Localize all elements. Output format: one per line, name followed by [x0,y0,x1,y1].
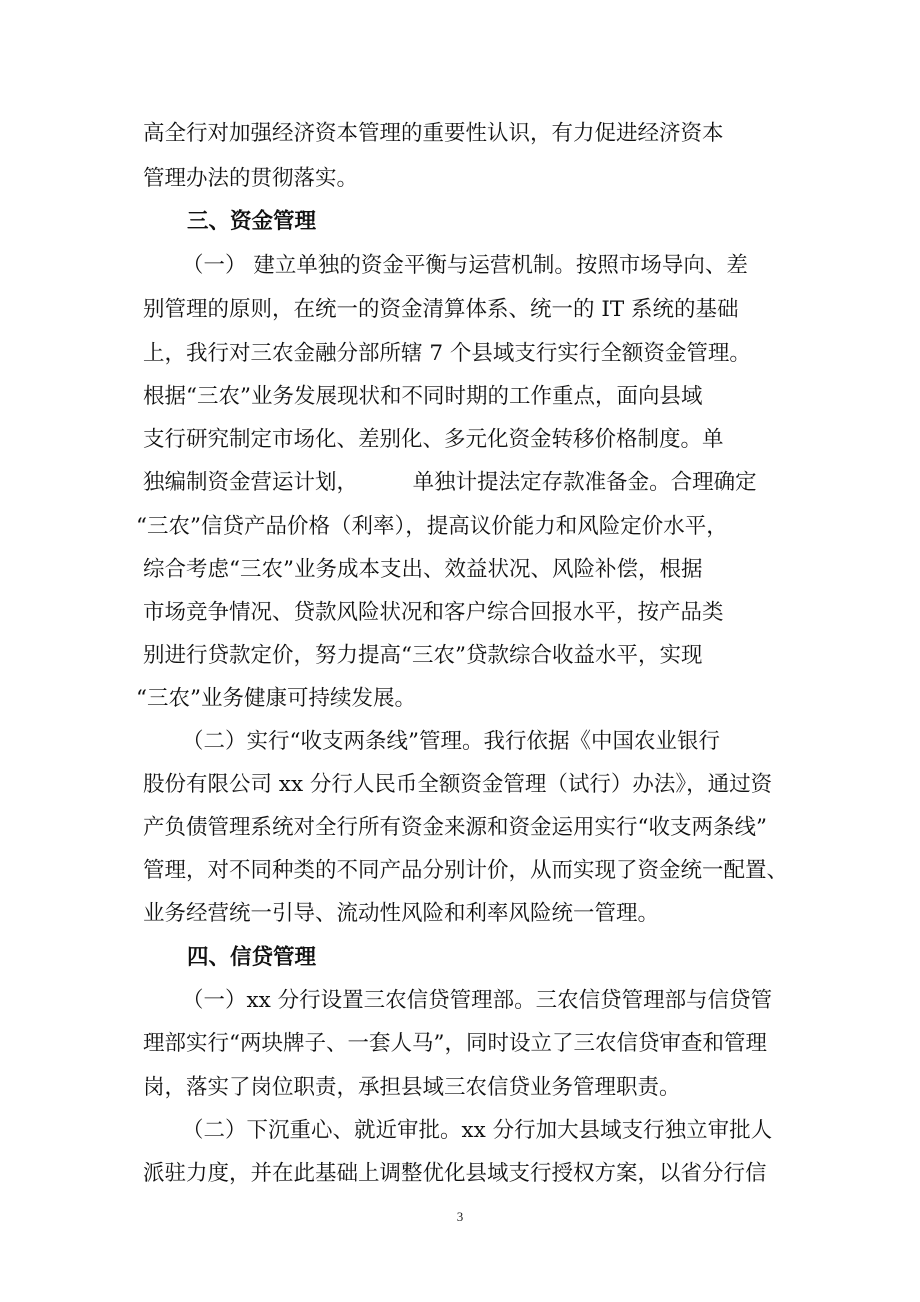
paragraph-first-line: （一）xx 分行设置三农信贷管理部。三农信贷管理部与信贷管 [182,988,773,1013]
body-text-line: 别管理的原则，在统一的资金清算体系、统一的 IT 系统的基础 [143,297,739,322]
body-text-line: 岗，落实了岗位职责，承担县域三农信贷业务管理职责。 [143,1075,681,1100]
body-text-line: 综合考虑“三农”业务成本支出、效益状况、风险补偿，根据 [143,557,703,582]
paragraph-first-line: （一） 建立单独的资金平衡与运营机制。按照市场导向、差 [182,253,748,278]
page-number: 3 [456,1209,464,1224]
body-text-line: 上，我行对三农金融分部所辖 7 个县域支行实行全额资金管理。 [143,341,751,366]
body-text-line: 管理，对不同种类的不同产品分别计价，从而实现了资金统一配置、 [143,858,789,883]
body-text-line: 高全行对加强经济资本管理的重要性认识，有力促进经济资本 [143,121,724,146]
body-text-line: 支行研究制定市场化、差别化、多元化资金转移价格制度。单 [143,427,724,452]
body-text-line: 别进行贷款定价，努力提高“三农”贷款综合收益水平，实现 [143,643,703,668]
section-heading-funds: 三、资金管理 [187,209,317,234]
section-heading-credit: 四、信贷管理 [187,945,317,970]
paragraph-first-line: （二）实行“收支两条线”管理。我行依据《中国农业银行 [182,729,720,754]
body-text-line: 管理办法的贯彻落实。 [143,166,359,191]
body-text-line: 股份有限公司 xx 分行人民币全额资金管理（试行）办法》，通过资 [143,772,773,797]
body-text-line: 根据“三农”业务发展现状和不同时期的工作重点，面向县域 [143,384,703,409]
body-text-line: 业务经营统一引导、流动性风险和利率风险统一管理。 [143,901,660,926]
body-text-line: 派驻力度，并在此基础上调整优化县域支行授权方案，以省分行信 [143,1161,767,1186]
body-text-line: 独编制资金营运计划， 单独计提法定存款准备金。合理确定 [143,470,757,495]
paragraph-first-line: （二）下沉重心、就近审批。xx 分行加大县域支行独立审批人 [182,1118,773,1143]
body-text-line: “三农”业务健康可持续发展。 [136,686,416,711]
body-text-line: 产负债管理系统对全行所有资金来源和资金运用实行“收支两条线” [143,815,767,840]
body-text-line: 市场竞争情况、贷款风险状况和客户综合回报水平，按产品类 [143,600,724,625]
body-text-line: 理部实行“两块牌子、一套人马”，同时设立了三农信贷审查和管理 [143,1031,767,1056]
body-text-line: “三农”信贷产品价格（利率），提高议价能力和风险定价水平， [136,514,728,539]
